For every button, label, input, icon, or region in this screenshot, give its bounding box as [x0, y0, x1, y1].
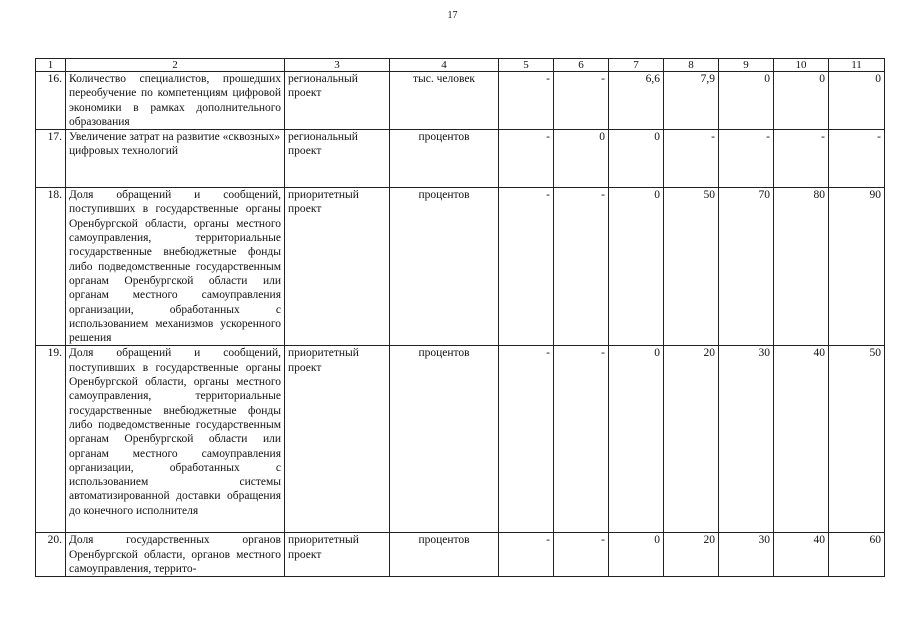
value-cell: 50: [829, 346, 885, 533]
value-cell: 0: [609, 130, 664, 188]
value-cell: 6,6: [609, 72, 664, 130]
value-cell: 60: [829, 533, 885, 577]
value-cell: 80: [774, 188, 829, 346]
column-header: 1: [36, 59, 66, 72]
value-cell: -: [829, 130, 885, 188]
value-cell: -: [554, 346, 609, 533]
project-type: приоритетный проект: [285, 533, 390, 577]
table-row: [36, 72, 885, 130]
indicators-table: [35, 58, 885, 577]
value-cell: 40: [774, 346, 829, 533]
column-header: 4: [390, 59, 499, 72]
value-cell: 20: [664, 346, 719, 533]
value-cell: -: [719, 130, 774, 188]
column-header: 2: [66, 59, 285, 72]
value-cell: 0: [829, 72, 885, 130]
indicator-name: Доля обращений и сообщений, поступивших в государственные органы Оренбургской области, органы местного самоуправления, территориальные государственные внебюджетные фонды либо подведомственные государственным органам Оренбургской области или органам местного самоуправления организации, обработанных с использованием системы автоматизированной доставки обращения до конечного исполнителя: [66, 346, 285, 533]
value-cell: -: [664, 130, 719, 188]
column-header: 11: [829, 59, 885, 72]
column-header: 6: [554, 59, 609, 72]
value-cell: 0: [609, 346, 664, 533]
unit: процентов: [390, 533, 499, 577]
value-cell: 30: [719, 346, 774, 533]
table-row: [36, 533, 885, 577]
column-header: 10: [774, 59, 829, 72]
indicator-name: Доля обращений и сообщений, поступивших в государственные органы Оренбургской области, органы местного самоуправления, территориальные государственные внебюджетные фонды либо подведомственные государственным органам Оренбургской области или органам местного самоуправления организации, обработанных с использованием механизмов ускоренного решения: [66, 188, 285, 346]
row-number: 18.: [36, 188, 66, 346]
value-cell: -: [499, 188, 554, 346]
value-cell: 30: [719, 533, 774, 577]
unit: тыс. человек: [390, 72, 499, 130]
row-number: 17.: [36, 130, 66, 188]
indicator-name: Доля государственных органов Оренбургской области, органов местного самоуправления, террито-: [66, 533, 285, 577]
value-cell: 0: [609, 533, 664, 577]
value-cell: -: [554, 72, 609, 130]
value-cell: -: [554, 188, 609, 346]
value-cell: 7,9: [664, 72, 719, 130]
value-cell: -: [554, 533, 609, 577]
column-header: 8: [664, 59, 719, 72]
table-row: [36, 130, 885, 188]
indicator-name: Увеличение затрат на развитие «сквозных» цифровых технологий: [66, 130, 285, 188]
indicator-name: Количество специалистов, прошедших переобучение по компетенциям цифровой экономики в рамках дополнительного образования: [66, 72, 285, 130]
value-cell: -: [774, 130, 829, 188]
table-row: [36, 188, 885, 346]
value-cell: -: [499, 72, 554, 130]
column-header: 3: [285, 59, 390, 72]
table-row: [36, 346, 885, 533]
value-cell: 20: [664, 533, 719, 577]
project-type: региональный проект: [285, 72, 390, 130]
value-cell: -: [499, 533, 554, 577]
value-cell: 0: [774, 72, 829, 130]
row-number: 16.: [36, 72, 66, 130]
column-header: 9: [719, 59, 774, 72]
page-number: 17: [447, 10, 458, 21]
value-cell: 0: [554, 130, 609, 188]
unit: процентов: [390, 346, 499, 533]
project-type: приоритетный проект: [285, 188, 390, 346]
value-cell: 40: [774, 533, 829, 577]
row-number: 20.: [36, 533, 66, 577]
project-type: приоритетный проект: [285, 346, 390, 533]
value-cell: 0: [719, 72, 774, 130]
unit: процентов: [390, 188, 499, 346]
unit: процентов: [390, 130, 499, 188]
project-type: региональный проект: [285, 130, 390, 188]
value-cell: -: [499, 130, 554, 188]
value-cell: 50: [664, 188, 719, 346]
value-cell: -: [499, 346, 554, 533]
row-number: 19.: [36, 346, 66, 533]
column-header: 7: [609, 59, 664, 72]
value-cell: 0: [609, 188, 664, 346]
header-row: [36, 59, 885, 72]
value-cell: 90: [829, 188, 885, 346]
column-header: 5: [499, 59, 554, 72]
value-cell: 70: [719, 188, 774, 346]
